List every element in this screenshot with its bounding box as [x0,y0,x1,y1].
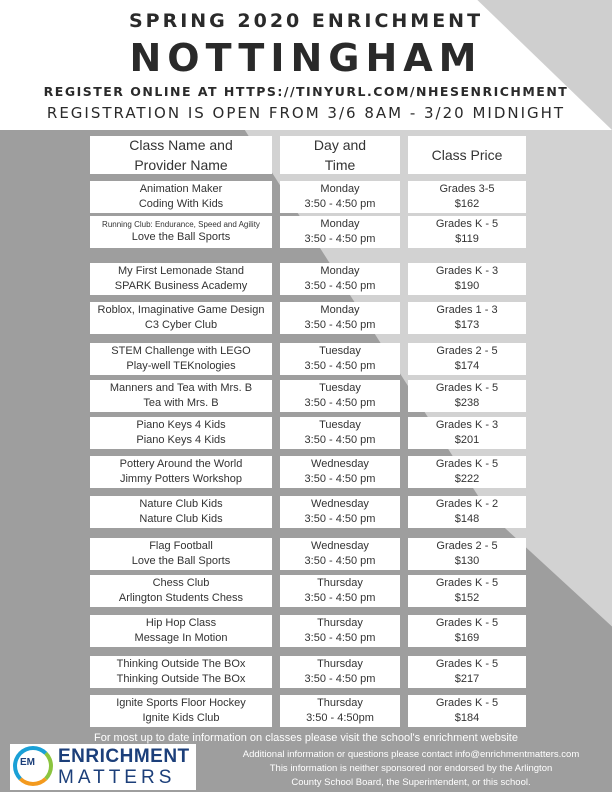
day-time-cell: Thursday 3:50 - 4:50pm [280,695,400,727]
header-day-time: Day and Time [280,136,400,174]
day-time-cell: Wednesday 3:50 - 4:50 pm [280,538,400,570]
price-cell: Grades 3-5 $162 [408,181,526,213]
day-time-cell: Tuesday 3:50 - 4:50 pm [280,380,400,412]
price-cell: Grades K - 5 $217 [408,656,526,688]
school-name: NOTTINGHAM [129,36,483,80]
disclaimer-line-2: County School Board, the Superintendent, or this school. [291,777,531,788]
price-cell: Grades K - 5 $184 [408,695,526,727]
class-name-cell: Manners and Tea with Mrs. B Tea with Mrs. B [90,380,272,412]
day-time-cell: Monday 3:50 - 4:50 pm [280,302,400,334]
day-time-cell: Thursday 3:50 - 4:50 pm [280,656,400,688]
day-time-cell: Monday 3:50 - 4:50 pm [280,216,400,248]
contact-info[interactable]: Additional information or questions please contact info@enrichmentmatters.com [242,749,580,760]
day-time-cell: Tuesday 3:50 - 4:50 pm [280,417,400,449]
registration-dates: REGISTRATION IS OPEN FROM 3/6 8AM - 3/20 MIDNIGHT [46,104,566,122]
price-cell: Grades K - 5 $169 [408,615,526,647]
enrichment-matters-logo [10,744,196,790]
day-time-cell: Thursday 3:50 - 4:50 pm [280,575,400,607]
class-name-cell: Chess Club Arlington Students Chess [90,575,272,607]
price-cell: Grades K - 3 $190 [408,263,526,295]
logo-word-matters: MATTERS [58,767,176,788]
class-name-cell: STEM Challenge with LEGO Play-well TEKnologies [90,343,272,375]
price-cell: Grades 1 - 3 $173 [408,302,526,334]
class-name-cell: Hip Hop Class Message In Motion [90,615,272,647]
class-name-cell: Nature Club Kids Nature Club Kids [90,496,272,528]
price-cell: Grades K - 5 $119 [408,216,526,248]
day-time-cell: Monday 3:50 - 4:50 pm [280,181,400,213]
website-note: For most up to date information on classes please visit the school's enrichment website [94,732,518,744]
class-name-cell: Pottery Around the World Jimmy Potters Workshop [90,456,272,488]
class-name-cell: Ignite Sports Floor Hockey Ignite Kids Club [90,695,272,727]
class-name-cell: My First Lemonade Stand SPARK Business Academy [90,263,272,295]
day-time-cell: Wednesday 3:50 - 4:50 pm [280,456,400,488]
price-cell: Grades K - 5 $152 [408,575,526,607]
logo-word-enrichment: ENRICHMENT [58,746,190,767]
class-name-cell: Roblox, Imaginative Game Design C3 Cyber Club [90,302,272,334]
flyer-subtitle: SPRING 2020 ENRICHMENT [128,10,484,32]
price-cell: Grades K - 2 $148 [408,496,526,528]
price-cell: Grades K - 5 $238 [408,380,526,412]
class-name-cell: Running Club: Endurance, Speed and Agility Love the Ball Sports [90,216,272,248]
class-name-cell: Piano Keys 4 Kids Piano Keys 4 Kids [90,417,272,449]
price-cell: Grades K - 3 $201 [408,417,526,449]
disclaimer [210,748,612,790]
logo-badge: EM [20,757,35,768]
class-name-cell: Thinking Outside The BOx Thinking Outside The BOx [90,656,272,688]
header-class-price: Class Price [408,136,526,174]
register-online-link[interactable]: REGISTER ONLINE AT HTTPS://TINYURL.COM/NHESENRICHMENT [43,84,569,99]
header-class-name: Class Name and Provider Name [90,136,272,174]
day-time-cell: Monday 3:50 - 4:50 pm [280,263,400,295]
class-name-cell: Animation Maker Coding With Kids [90,181,272,213]
price-cell: Grades K - 5 $222 [408,456,526,488]
day-time-cell: Thursday 3:50 - 4:50 pm [280,615,400,647]
price-cell: Grades 2 - 5 $174 [408,343,526,375]
day-time-cell: Wednesday 3:50 - 4:50 pm [280,496,400,528]
day-time-cell: Tuesday 3:50 - 4:50 pm [280,343,400,375]
disclaimer-line-1: This information is neither sponsored nor endorsed by the Arlington [269,763,553,774]
class-name-cell: Flag Football Love the Ball Sports [90,538,272,570]
price-cell: Grades 2 - 5 $130 [408,538,526,570]
